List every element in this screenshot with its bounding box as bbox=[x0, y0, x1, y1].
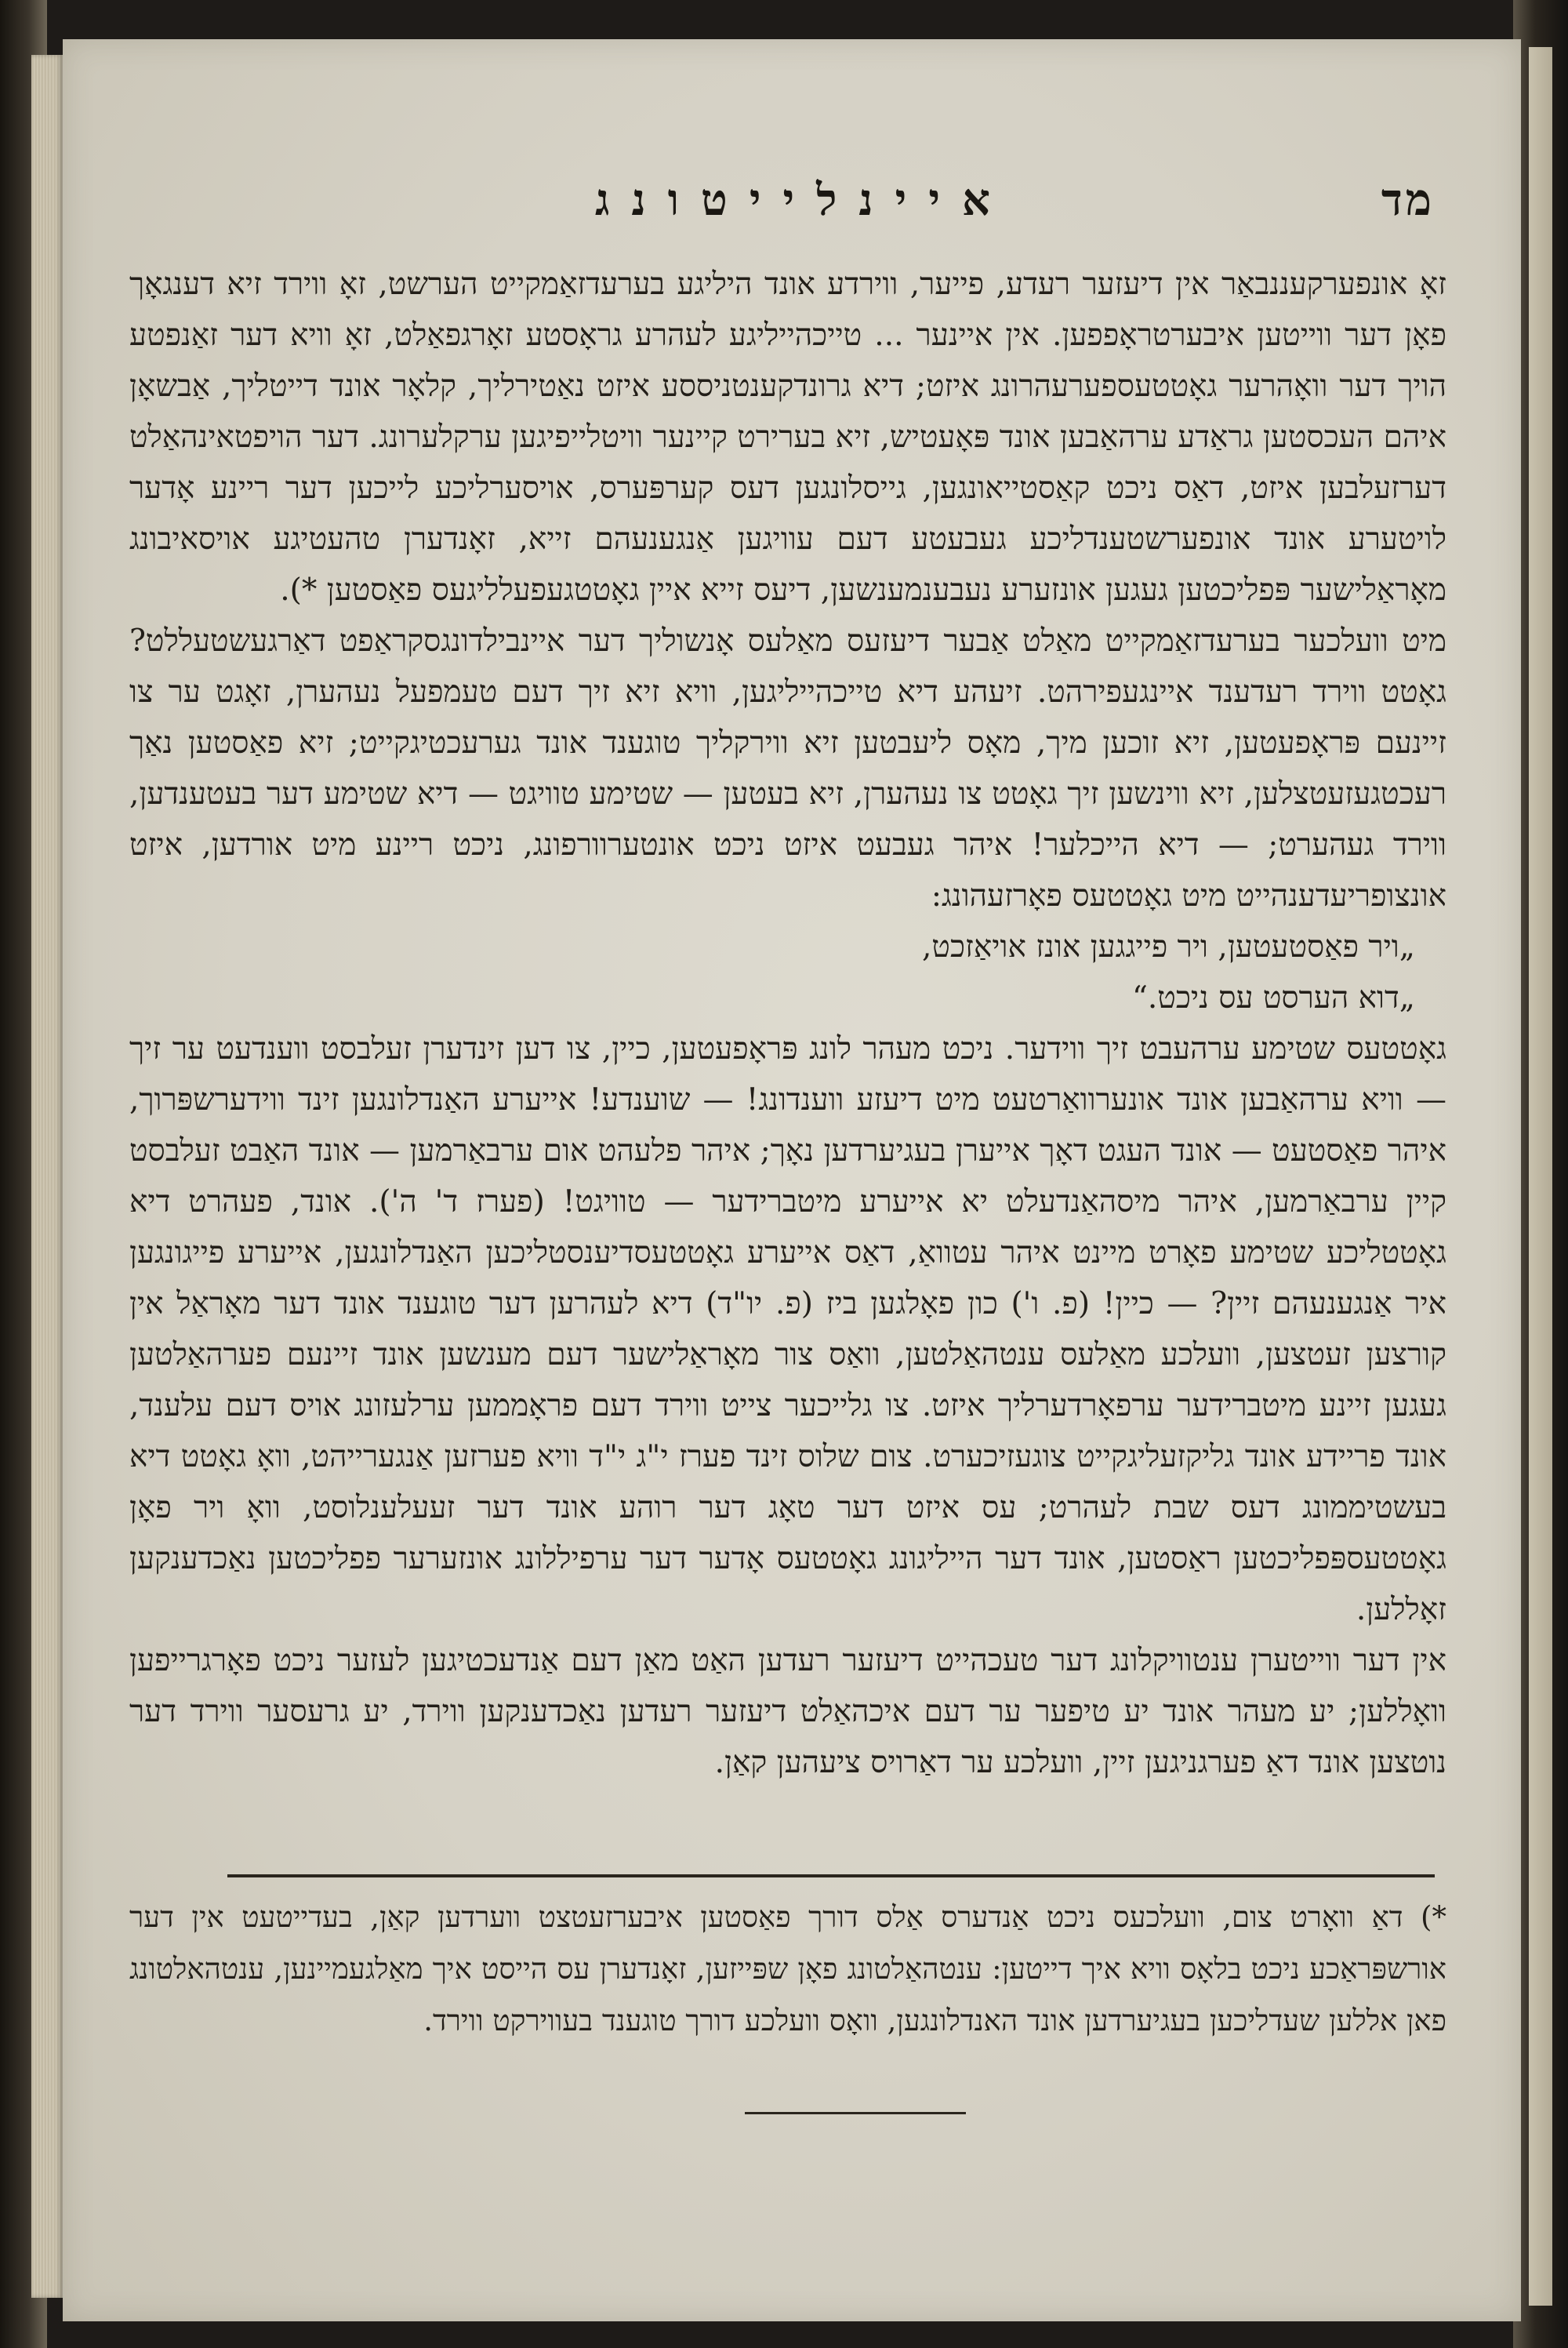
verse-line: „ויר פאַסטעטען, ויר פייגגען אונז אויאַזכט, bbox=[921, 929, 1415, 965]
paragraph: זאָ אונפערקעננבאַר אין דיעזער רעדע, פייער, ווירדע אונד היליגע בערעדזאַמקייט הערשט, זאָ ווירד זיא דענגאָך פאָן דער ווייטען איבערטראָפפען. אין איינער ... טייכהייליגע לעהרע גראָסטע זאָרגפאַלט, זאָ וויא דער זאַנפטע הויך דער וואָהרער גאָטטעספערעהרונג איזט; דיא גרונדקענטניססע איזט נאַטירליך, קלאָר אונד דייטליך, אַבשאָן איהם העכסטען גראַדע ערהאַבען אונד פּאָעטיש, זיא בערירט קיינער וויטלייפיגען ערקלערונג. דער הויפטאינהאַלט דערזעלבען איזט, דאַס ניכט קאַסטייאונגען, גייסלונגען דעס קערפּערס, אויסערליכע לייכען דער ריינע אָדער לויטערע אונד אונפערשטענדליכע געבעטע דעם עוויגען אַנגענעהם זייא, זאָנדערן טהעטיגע אויסאיבונג מאָראַלישער פּפליכטען געגען אונזערע נעבענמענשען, דיעס זייא איין גאָטטגעפעלליגעס פאַסטען *). bbox=[129, 267, 1446, 608]
end-rule bbox=[745, 2112, 966, 2114]
page-title: איינלייטונג bbox=[595, 174, 1012, 226]
paragraph: אין דער ווייטערן ענטוויקלונג דער טעכהייט דיעזער רעדען האַט מאַן דעם אַנדעכטיגען לעזער ניכט פאָרגרייפען וואָללען; יע מעהר אונד יע טיפער ער דעם איכהאַלט דיעזער רעדען נאַכדענקען ווירד, יע גרעסער ווירד דער נוטצען אונד דאַ פערגניגען זיין, וועלכע ער דאַרויס ציעהען קאַן. bbox=[129, 1643, 1446, 1780]
running-head bbox=[172, 174, 1435, 229]
verse-line: „דוא הערסט עס ניכט.“ bbox=[1131, 980, 1415, 1016]
main-text bbox=[129, 259, 1446, 1788]
paragraph: גאָטטעס שטימע ערהעבט זיך ווידער. ניכט מעהר לונג פּראָפעטען, כיין, צו דען זינדערן זעלבסט ווענדעט ער זיך — וויא ערהאַבען אונד אונערוואַרטעט מיט דיעזע ווענדונג! — שוענדע! אייערע האַנדלונגען זינד ווידערשפּרוך, איהר פאַסטעט — אונד העגט דאָך אייערן בעגיערדען נאָך; איהר פלעהט אום ערבאַרמען — אונד האַבט זעלבסט קיין ערבאַרמען, איהר מיסהאַנדעלט יא אייערע מיטברידער — טוויגט! (פערז ד' ה'). אונד, פעהרט דיא גאָטטליכע שטימע פאָרט מיינט איהר עטוואַ, דאַס אייערע גאָטטעסדיענסטליכען האַנדלונגען, אייערע פייגונגען איר אַנגענעהם זיין? — כיין! (פ. ו') כון פאָלגען ביז (פ. יו"ד) דיא לעהרען דער טוגענד אונד דער מאָראַל אין קורצען זעטצען, וועלכע מאַלעס ענטהאַלטען, וואַס צור מאָראַלישער דעם מענשען אונד זיינעם פערהאַלטען געגען זיינע מיטברידער ערפאָרדערליך איזט. צו גלייכער צייט ווירד דעם פראָממען ערלעזונג אויס דעם עלענד, אונד פריידע אונד גליקזעליגקייט צוגעזיכערט. צום שלוס זינד פערז י"ג י"ד וויא פערזען אַנגערייהט, וואָ גאָטט דיא בעשטיממונג דעס שבת לעהרט; עס איזט דער טאָג דער רוהע אונד דער זעעלענלוסט, וואָ ויר פאָן גאָטטעספּפליכטען ראַסטען, אונד דער הייליגונג גאָטטעס אָדער דער ערפיללונג אונזערער פפליכטען נאַכדענקען זאָללען. bbox=[129, 1031, 1446, 1627]
paragraph: מיט וועלכער בערעדזאַמקייט מאַלט אַבער דיעזעס מאַלעס אָנשוליך דער איינבילדונגסקראַפט דאַרגעשטעללט? גאָטט ווירד רעדענד איינגעפירהט. זיעהע דיא טייכהייליגען, וויא זיא זיך דעם טעמפעל נעהערן, זאָגט ער צו זיינעם פּראָפעטען, זיא זוכען מיך, מאָס ליעבטען זיא ווירקליך טוגענד אונד גערעכטיגקייט; זיא פאַסטען נאַך רעכטגעזעטצלען, זיא ווינשען זיך גאָטט צו נעהערן, זיא בעטען — שטימע טוויגט — דיא שטימע דער בעטענדען, ווירד געהערט; — דיא הייכלער! איהר געבעט איזט ניכט אונטערוורפונג, ניכט ריינע מיט אורדען, איזט אונצופריעדענהייט מיט גאָטטעס פאָרזעהונג: bbox=[129, 623, 1446, 914]
facing-page-edge bbox=[1529, 47, 1552, 2306]
book-page bbox=[63, 39, 1521, 2321]
page-stack-edge bbox=[31, 55, 63, 2298]
page-number: מד bbox=[1381, 174, 1435, 226]
footnote-divider bbox=[227, 1874, 1435, 1877]
verse-quote bbox=[129, 921, 1446, 1023]
footnote: *) דאַ וואָרט צום, וועלכעס ניכט אַנדערס אַלס דורך פאַסטען איבערזעטצט ווערדען קאַן, בעדייטעט אין דער אורשפּראַכע ניכט בלאָס וויא איך דייטען: ענטהאַלטונג פאָן שפּייזען, זאָנדערן עס הייסט איך מאַלגעמיינען, ענטהאלטונג פאן אללען שעדליכען בעגיערדען אונד האנדלונגען, וואָס וועלכע דורך טוגענד בעווירקט ווירד. bbox=[129, 1900, 1446, 2037]
